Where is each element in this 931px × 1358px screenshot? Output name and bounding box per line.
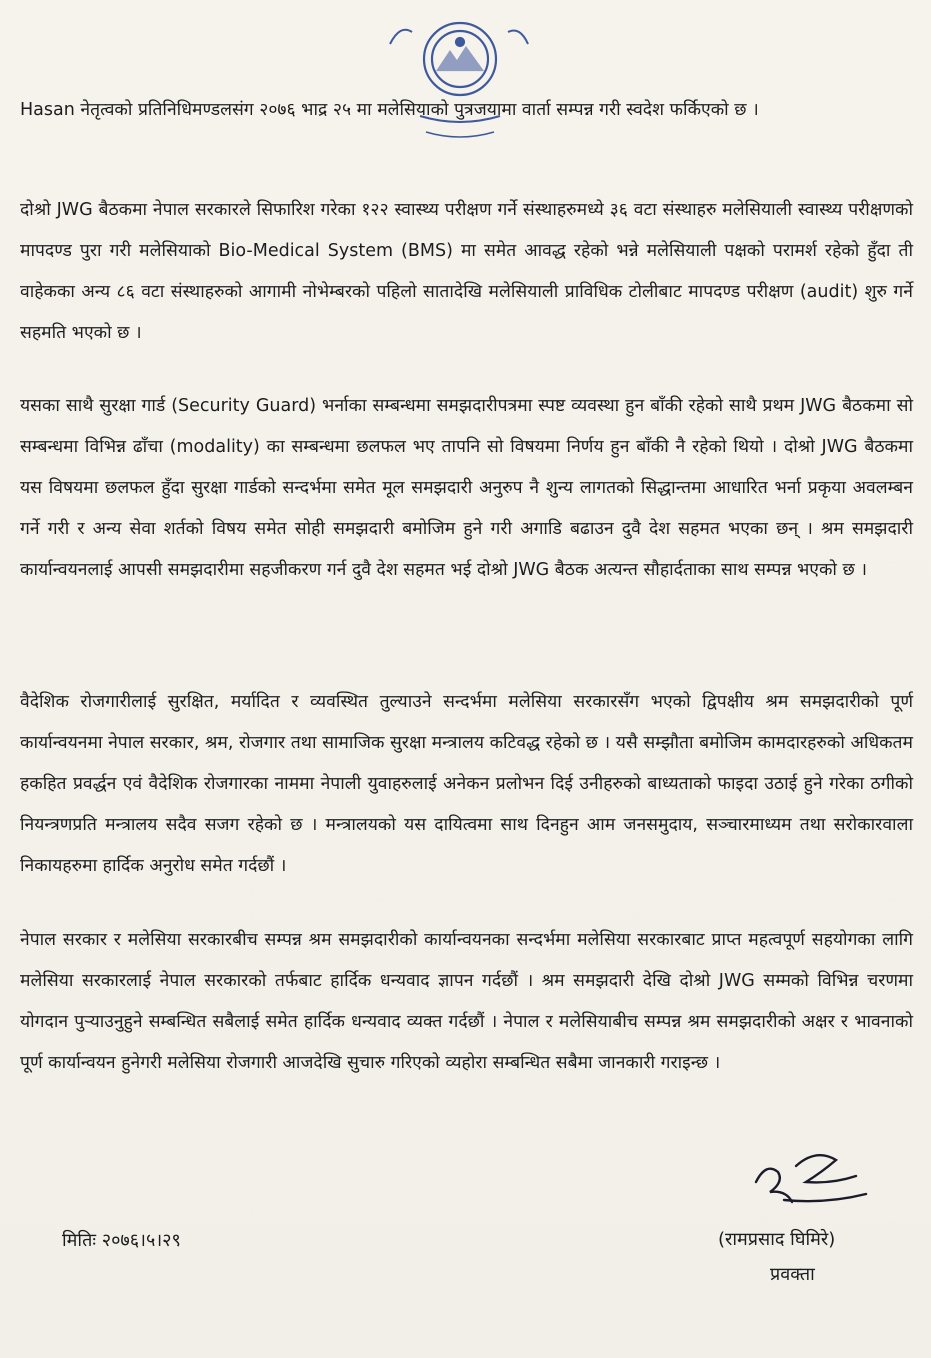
- handwritten-signature: [736, 1142, 876, 1222]
- signer-name: (रामप्रसाद घिमिरे): [718, 1229, 836, 1250]
- signer-title: प्रवक्ता: [770, 1264, 815, 1285]
- paragraph-health-institutions: दोश्रो JWG बैठकमा नेपाल सरकारले सिफारिश गरेका १२२ स्वास्थ्य परीक्षण गर्ने संस्थाहरुमध्ये ३६ वटा संस्थाहरु मलेसियाली स्वास्थ्य परीक्षणको मापदण्ड पुरा गरी मलेसियाको Bio-Medical System (BMS) मा समेत आवद्ध रहेको भन्ने मलेसियाली पक्षको परामर्श रहेको हुँदा ती वाहेकका अन्य ८६ वटा संस्थाहरुको आगामी नोभेम्बरको पहिलो सातादेखि मलेसियाली प्राविधिक टोलीबाट मापदण्ड परीक्षण (audit) शुरु गर्ने सहमति भएको छ ।: [20, 200, 913, 343]
- paragraph-intro: Hasan नेतृत्वको प्रतिनिधिमण्डलसंग २०७६ भाद्र २५ मा मलेसियाको पुत्रजयामा वार्ता सम्पन्न गरी स्वदेश फर्किएको छ ।: [20, 100, 759, 120]
- date-line: मितिः २०७६।५।२९: [62, 1230, 181, 1251]
- paragraph-security-guard: यसका साथै सुरक्षा गार्ड (Security Guard) भर्नाका सम्बन्धमा समझदारीपत्रमा स्पष्ट व्यवस्था हुन बाँकी रहेको साथै प्रथम JWG बैठकमा सो सम्बन्धमा विभिन्न ढाँचा (modality) का सम्बन्धमा छलफल भए तापनि सो विषयमा निर्णय हुन बाँकी नै रहेको थियो । दोश्रो JWG बैठकमा यस विषयमा छलफल हुँदा सुरक्षा गार्डको सन्दर्भमा समेत मूल समझदारी अनुरुप नै शुन्य लागतको सिद्धान्तमा आधारित भर्ना प्रकृया अवलम्बन गर्ने गरी र अन्य सेवा शर्तको विषय समेत सोही समझदारी बमोजिम हुने गरी अगाडि बढाउन दुवै देश सहमत भएका छन् । श्रम समझदारी कार्यान्वयनलाई आपसी समझदारीमा सहजीकरण गर्न दुवै देश सहमत भई दोश्रो JWG बैठक अत्यन्त सौहार्दताका साथ सम्पन्न भएको छ ।: [20, 396, 913, 580]
- paragraph-thanks: नेपाल सरकार र मलेसिया सरकारबीच सम्पन्न श्रम समझदारीको कार्यान्वयनका सन्दर्भमा मलेसिया सरकारबाट प्राप्त महत्वपूर्ण सहयोगका लागि मलेसिया सरकारलाई नेपाल सरकारको तर्फबाट हार्दिक धन्यवाद ज्ञापन गर्दछौं । श्रम समझदारी देखि दोश्रो JWG सम्मको विभिन्न चरणमा योगदान पुर्‍याउनुहुने सम्बन्धित सबैलाई समेत हार्दिक धन्यवाद व्यक्त गर्दछौं । नेपाल र मलेसियाबीच सम्पन्न श्रम समझदारीको अक्षर र भावनाको पूर्ण कार्यान्वयन हुनेगरी मलेसिया रोजगारी आजदेखि सुचारु गरिएको व्यहोरा सम्बन्धित सबैमा जानकारी गराइन्छ ।: [20, 930, 913, 1073]
- ministry-seal-stamp: [360, 4, 560, 154]
- paragraph-foreign-employment: वैदेशिक रोजगारीलाई सुरक्षित, मर्यादित र व्यवस्थित तुल्याउने सन्दर्भमा मलेसिया सरकारसँग भएको द्विपक्षीय श्रम समझदारीको पूर्ण कार्यान्वयनमा नेपाल सरकार, श्रम, रोजगार तथा सामाजिक सुरक्षा मन्त्रालय कटिवद्ध रहेको छ । यसै सम्झौता बमोजिम कामदारहरुको अधिकतम हकहित प्रवर्द्धन एवं वैदेशिक रोजगारका नाममा नेपाली युवाहरुलाई अनेकन प्रलोभन दिई उनीहरुको बाध्यताको फाइदा उठाई हुने गरेका ठगीको नियन्त्रणप्रति मन्त्रालय सदैव सजग रहेको छ । मन्त्रालयको यस दायित्वमा साथ दिनहुन आम जनसमुदाय, सञ्चारमाध्यम तथा सरोकारवाला निकायहरुमा हार्दिक अनुरोध समेत गर्दछौं ।: [20, 692, 913, 876]
- signature-block: [718, 1142, 898, 1292]
